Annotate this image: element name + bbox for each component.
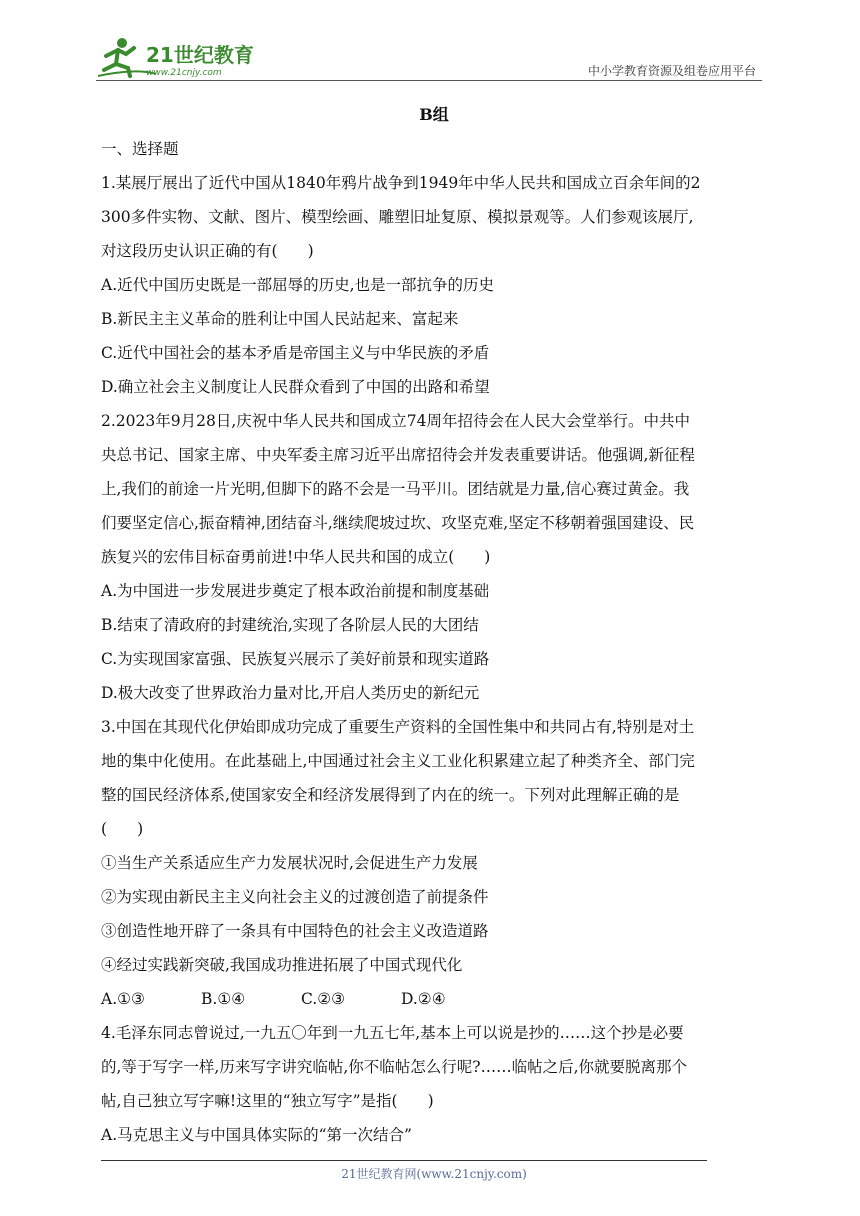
option-d: D.极大改变了世界政治力量对比,开启人类历史的新纪元 bbox=[101, 684, 480, 702]
question-stem-text: 族复兴的宏伟目标奋勇前进!中华人民共和国的成立( bbox=[101, 548, 455, 566]
option-c: C.为实现国家富强、民族复兴展示了美好前景和现实道路 bbox=[101, 650, 490, 668]
question-stem-text: 对这段历史认识正确的有( bbox=[101, 242, 278, 260]
statement-4: ④经过实践新突破,我国成功推进拓展了中国式现代化 bbox=[101, 956, 463, 974]
question-stem-line: 上,我们的前途一片光明,但脚下的路不会是一马平川。团结就是力量,信心赛过黄金。我 bbox=[101, 480, 690, 498]
question-3 bbox=[101, 710, 767, 1016]
question-stem-line bbox=[101, 812, 767, 846]
answer-paren-close: ) bbox=[137, 820, 144, 838]
answer-paren-close: ) bbox=[427, 1092, 434, 1110]
section-title: 一、选择题 bbox=[101, 140, 179, 158]
question-2 bbox=[101, 404, 767, 710]
footer-divider bbox=[101, 1160, 707, 1161]
question-stem-line: 们要坚定信心,振奋精神,团结奋斗,继续爬坡过坎、攻坚克难,坚定不移朝着强国建设、民 bbox=[101, 514, 695, 532]
question-stem-text: ( bbox=[101, 820, 108, 838]
site-logo bbox=[96, 34, 266, 80]
question-stem-line: 整的国民经济体系,使国家安全和经济发展得到了内在的统一。下列对此理解正确的是 bbox=[101, 786, 680, 804]
statement-3: ③创造性地开辟了一条具有中国特色的社会主义改造道路 bbox=[101, 922, 489, 940]
question-stem-line: 央总书记、国家主席、中央军委主席习近平出席招待会并发表重要讲话。他强调,新征程 bbox=[101, 446, 695, 464]
document-body bbox=[101, 98, 767, 1152]
option-a: A.马克思主义与中国具体实际的“第一次结合” bbox=[101, 1126, 412, 1144]
option-d: D.②④ bbox=[401, 990, 446, 1008]
question-stem-line: 4.毛泽东同志曾说过,一九五〇年到一九五七年,基本上可以说是抄的……这个抄是必要 bbox=[101, 1024, 684, 1042]
question-stem-text: 帖,自己独立写字嘛!这里的“独立写字”是指( bbox=[101, 1092, 398, 1110]
question-stem-line: 3.中国在其现代化伊始即成功完成了重要生产资料的全国性集中和共同占有,特别是对土 bbox=[101, 718, 695, 736]
option-d: D.确立社会主义制度让人民群众看到了中国的出路和希望 bbox=[101, 378, 490, 396]
group-title: B组 bbox=[419, 105, 449, 124]
question-stem-line bbox=[101, 234, 767, 268]
question-stem-line: 300多件实物、文献、图片、模型绘画、雕塑旧址复原、模拟景观等。人们参观该展厅, bbox=[101, 208, 694, 226]
options-row bbox=[101, 982, 767, 1016]
option-c: C.②③ bbox=[301, 990, 346, 1008]
statement-2: ②为实现由新民主主义向社会主义的过渡创造了前提条件 bbox=[101, 888, 489, 906]
option-a: A.①③ bbox=[101, 990, 145, 1008]
header-divider bbox=[96, 80, 762, 81]
question-stem-line bbox=[101, 540, 767, 574]
logo-url: www.21cnjy.com bbox=[146, 68, 222, 78]
runner-logo-icon bbox=[96, 34, 266, 80]
option-b: B.结束了清政府的封建统治,实现了各阶层人民的大团结 bbox=[101, 616, 479, 634]
option-b: B.①④ bbox=[201, 990, 246, 1008]
logo-text: 21世纪教育 bbox=[146, 43, 254, 67]
statement-1: ①当生产关系适应生产力发展状况时,会促进生产力发展 bbox=[101, 854, 478, 872]
question-stem-line bbox=[101, 1084, 767, 1118]
question-stem-line: 1.某展厅展出了近代中国从1840年鸦片战争到1949年中华人民共和国成立百余年间的2 bbox=[101, 174, 701, 192]
question-stem-line: 地的集中化使用。在此基础上,中国通过社会主义工业化积累建立起了种类齐全、部门完 bbox=[101, 752, 695, 770]
question-stem-line: 2.2023年9月28日,庆祝中华人民共和国成立74周年招待会在人民大会堂举行。中共中 bbox=[101, 412, 690, 430]
page-footer: 21世纪教育网(www.21cnjy.com) bbox=[341, 1167, 527, 1181]
option-a: A.近代中国历史既是一部屈辱的历史,也是一部抗争的历史 bbox=[101, 276, 495, 294]
option-a: A.为中国进一步发展进步奠定了根本政治前提和制度基础 bbox=[101, 582, 490, 600]
page-header bbox=[96, 34, 762, 80]
answer-paren-close: ) bbox=[307, 242, 314, 260]
answer-paren-close: ) bbox=[484, 548, 491, 566]
question-4 bbox=[101, 1016, 767, 1152]
question-1 bbox=[101, 166, 767, 404]
question-stem-line: 的,等于写字一样,历来写字讲究临帖,你不临帖怎么行呢?……临帖之后,你就要脱离那个 bbox=[101, 1058, 688, 1076]
platform-name: 中小学教育资源及组卷应用平台 bbox=[587, 64, 756, 78]
option-c: C.近代中国社会的基本矛盾是帝国主义与中华民族的矛盾 bbox=[101, 344, 490, 362]
option-b: B.新民主主义革命的胜利让中国人民站起来、富起来 bbox=[101, 310, 459, 328]
